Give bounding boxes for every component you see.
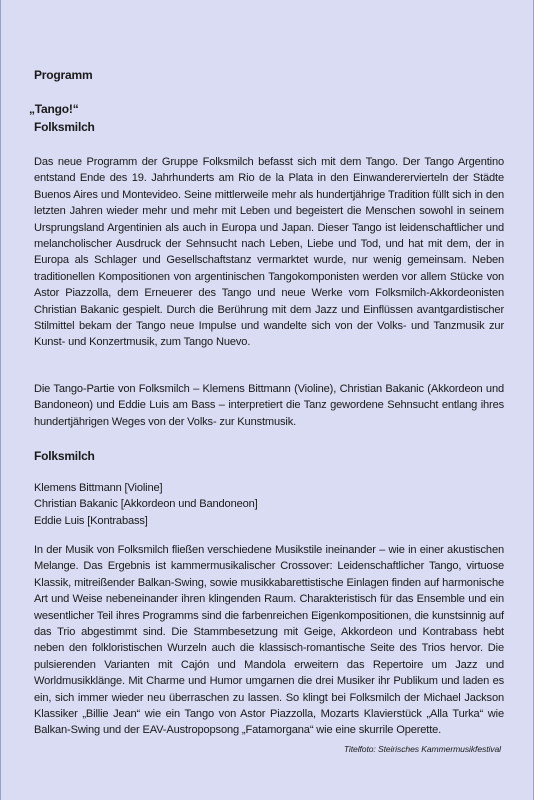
show-title: „Tango!“ bbox=[29, 102, 79, 116]
member-violin: Klemens Bittmann [Violine] bbox=[34, 482, 163, 494]
program-heading: Programm bbox=[34, 68, 93, 82]
photo-credit: Titelfoto: Steirisches Kammermusikfestival bbox=[343, 744, 501, 754]
intro-paragraph: Das neue Programm der Gruppe Folksmilch befasst sich mit dem Tango. Der Tango Argentino entstand Ende des 19. Jahrhunderts am Rio de la Plata in den Einwanderervierteln der Städte Buenos Aires und Montevideo. Seine mittlerweile mehr als hundertjährige Tradition füllt sich in den letzten Jahren wieder mehr und mehr mit Leben und begeistert die Menschen sowohl in seinem Ursprungsland Argentinien als auch in Europa und Japan. Dieser Tango ist leidenschaftlicher und melancholischer Ausdruck der Sehnsucht nach Leben, Liebe und Tod, und hat mit dem, der in Europa als Schlager und Gesellschaftstanz vermarktet wurde, nur wenig gemeinsam. Neben traditionellen Kompositionen von argentinischen Tangokomponisten werden vor allem Stücke von Astor Piazzolla, dem Erneuerer des Tango und neue Werke vom Folksmilch-Akkordeonisten Christian Bakanic gespielt. Durch die Berührung mit dem Jazz und Einflüssen avantgardistischer Stilmittel bekam der Tango neue Impulse und wandelte sich von der Volks- und Tanzmusik zur Kunst- und Konzertmusik, zum Tango Nuevo. bbox=[34, 156, 504, 349]
members-list bbox=[34, 480, 504, 529]
partie-paragraph: Die Tango-Partie von Folksmilch – Klemens Bittmann (Violine), Christian Bakanic (Akkordeon und Bandoneon) und Eddie Luis am Bass – interpretiert die Tanz gewordene Sehnsucht entlang ihres hundertjährigen Weges von der Volks- zur Kunstmusik. bbox=[34, 383, 504, 428]
member-bass: Eddie Luis [Kontrabass] bbox=[34, 514, 148, 527]
section-heading: Folksmilch bbox=[34, 449, 95, 463]
about-paragraph: In der Musik von Folksmilch fließen verschiedene Musikstile ineinander – wie in einer akustischen Melange. Das Ergebnis ist kammermusikalischer Crossover: Leidenschaftlicher Tango, virtuose Klassik, mitreißender Balkan-Swing, sowie musikkabarettistische Einlagen finden auf harmonische Art und Weise nebeneinander ihren klingenden Raum. Charakteristisch für das Ensemble und ein wesentlicher Teil ihres Programms sind die farbenreichen Eigenkompositionen, die kunstsinnig auf das Trio abgestimmt sind. Die Stammbesetzung mit Geige, Akkordeon und Kontrabass hebt neben den folkloristischen Wurzeln auch die klassisch-romantische Seite des Trios hervor. Die pulsierenden Varianten mit Cajón und Mandola erweitern das Repertoire um Jazz und Worldmusikklänge. Mit Charme und Humor umgarnen die drei Musiker ihr Publikum und laden es ein, sich immer wieder neu überraschen zu lassen. So klingt bei Folksmilch der Michael Jackson Klassiker „Billie Jean“ wie ein Tango von Astor Piazzolla, Mozarts Klavierstück „Alla Turka“ wie Balkan-Swing und der EAV-Austropopsong „Fatamorgana“ wie eine skurrile Operette. bbox=[34, 544, 504, 737]
group-title: Folksmilch bbox=[34, 120, 95, 134]
member-accordion: Christian Bakanic [Akkordeon und Bandoneon] bbox=[34, 498, 258, 511]
